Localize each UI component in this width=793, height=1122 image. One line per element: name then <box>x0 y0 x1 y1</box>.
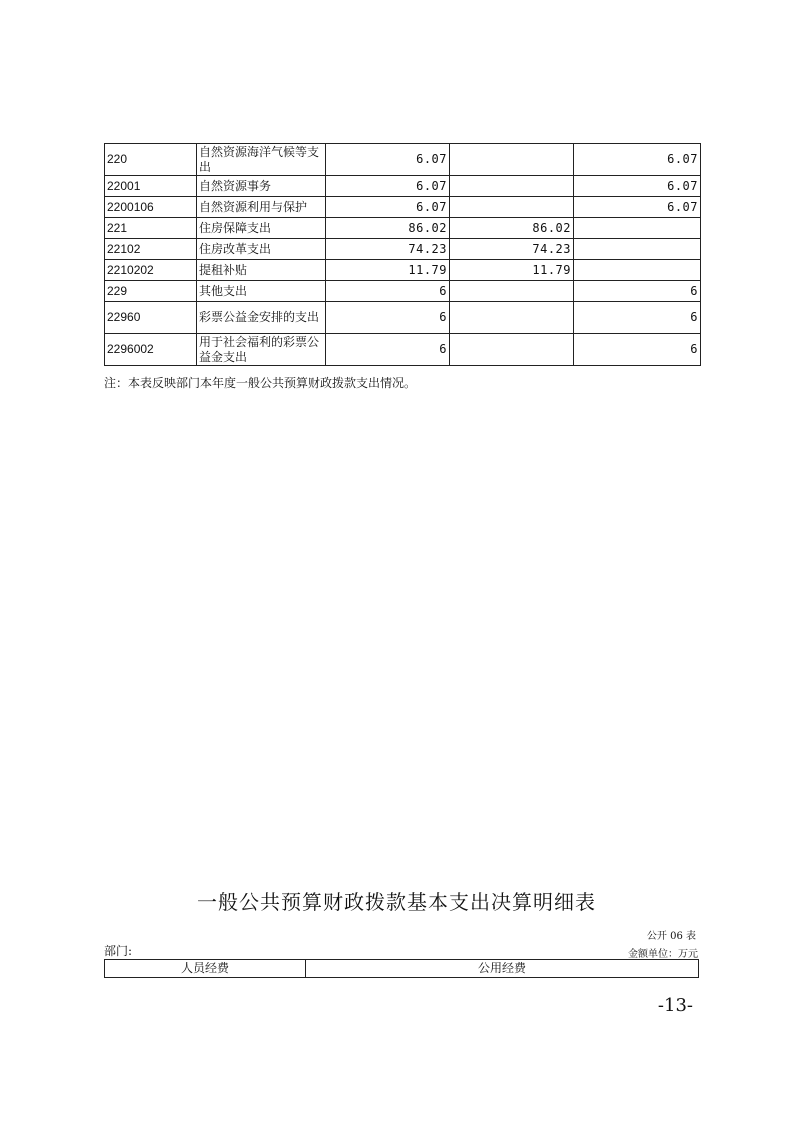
row-name: 住房改革支出 <box>197 239 326 260</box>
row-basic <box>450 197 574 218</box>
row-code: 22102 <box>105 239 197 260</box>
expenditure-table <box>104 143 701 366</box>
table-row <box>105 260 701 281</box>
row-name: 自然资源海洋气候等支出 <box>197 144 326 176</box>
row-total: 74.23 <box>326 239 450 260</box>
row-total: 11.79 <box>326 260 450 281</box>
row-basic: 11.79 <box>450 260 574 281</box>
row-basic <box>450 281 574 302</box>
table-row <box>105 239 701 260</box>
row-total: 6 <box>326 302 450 334</box>
row-code: 2210202 <box>105 260 197 281</box>
row-total: 6.07 <box>326 176 450 197</box>
table-row <box>105 197 701 218</box>
header-personnel: 人员经费 <box>105 960 306 978</box>
row-project: 6 <box>574 334 701 366</box>
table-row <box>105 176 701 197</box>
row-project: 6.07 <box>574 144 701 176</box>
row-project <box>574 239 701 260</box>
row-project: 6.07 <box>574 197 701 218</box>
row-name: 彩票公益金安排的支出 <box>197 302 326 334</box>
page-number: -13- <box>657 995 693 1016</box>
row-code: 22001 <box>105 176 197 197</box>
table-note: 注：本表反映部门本年度一般公共预算财政拨款支出情况。 <box>104 376 417 390</box>
row-name: 其他支出 <box>197 281 326 302</box>
department-label: 部门: <box>104 944 133 958</box>
row-basic: 74.23 <box>450 239 574 260</box>
row-project <box>574 218 701 239</box>
row-code: 2296002 <box>105 334 197 366</box>
row-project: 6 <box>574 302 701 334</box>
row-name: 自然资源事务 <box>197 176 326 197</box>
row-basic <box>450 334 574 366</box>
row-code: 220 <box>105 144 197 176</box>
row-project: 6.07 <box>574 176 701 197</box>
row-total: 6 <box>326 334 450 366</box>
row-name: 住房保障支出 <box>197 218 326 239</box>
row-code: 2200106 <box>105 197 197 218</box>
table-row <box>105 144 701 176</box>
row-project: 6 <box>574 281 701 302</box>
row-code: 221 <box>105 218 197 239</box>
table-title: 一般公共预算财政拨款基本支出决算明细表 <box>197 890 596 914</box>
row-name: 自然资源利用与保护 <box>197 197 326 218</box>
row-total: 6.07 <box>326 144 450 176</box>
table-row <box>105 281 701 302</box>
row-code: 22960 <box>105 302 197 334</box>
table-row <box>105 334 701 366</box>
table-row <box>105 218 701 239</box>
unit-label: 金额单位：万元 <box>628 949 698 960</box>
row-name: 用于社会福利的彩票公益金支出 <box>197 334 326 366</box>
header-public: 公用经费 <box>306 960 699 978</box>
row-basic <box>450 176 574 197</box>
row-project <box>574 260 701 281</box>
table-row <box>105 302 701 334</box>
row-basic <box>450 302 574 334</box>
row-name: 提租补贴 <box>197 260 326 281</box>
row-total: 6.07 <box>326 197 450 218</box>
row-basic: 86.02 <box>450 218 574 239</box>
row-total: 86.02 <box>326 218 450 239</box>
detail-table-header <box>104 959 699 978</box>
form-number: 公开 06 表 <box>646 931 696 942</box>
row-total: 6 <box>326 281 450 302</box>
row-code: 229 <box>105 281 197 302</box>
header-row <box>105 960 699 978</box>
row-basic <box>450 144 574 176</box>
